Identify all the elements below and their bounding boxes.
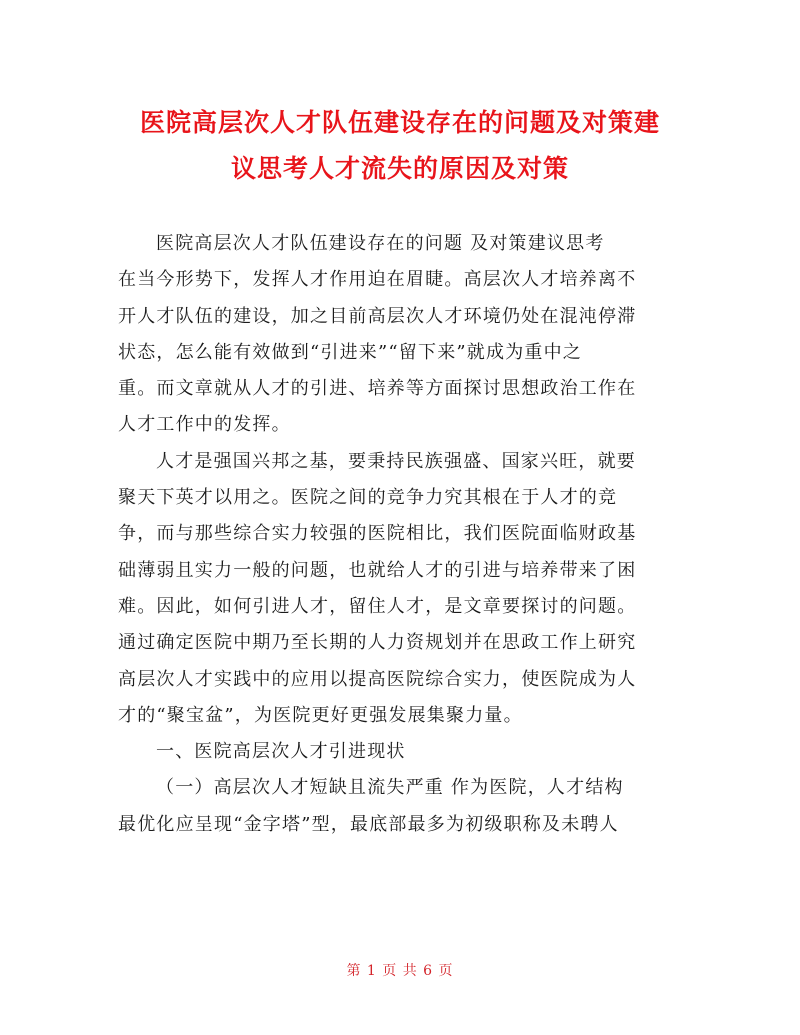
body-line: 人才是强国兴邦之基，要秉持民族强盛、国家兴旺，就要 bbox=[156, 450, 636, 472]
page-footer: 第 1 页 共 6 页 bbox=[346, 963, 454, 979]
body-line: 聚天下英才以用之。医院之间的竞争力究其根在于人才的竞 bbox=[118, 487, 618, 509]
body-line: 才的“聚宝盆”，为医院更好更强发展集聚力量。 bbox=[118, 704, 523, 726]
document-body bbox=[118, 226, 690, 843]
body-line: 高层次人才实践中的应用以提高医院综合实力，使医院成为人 bbox=[118, 668, 637, 690]
body-line: 人才工作中的发挥。 bbox=[118, 414, 291, 436]
body-line: 状态，怎么能有效做到“引进来”“留下来”就成为重中之 bbox=[118, 341, 583, 363]
body-line: 在当今形势下，发挥人才作用迫在眉睫。高层次人才培养离不 bbox=[118, 269, 637, 291]
body-line: 争，而与那些综合实力较强的医院相比，我们医院面临财政基 bbox=[118, 523, 637, 545]
body-line: 一、医院高层次人才引进现状 bbox=[156, 741, 406, 763]
title-line-2: 议思考人才流失的原因及对策 bbox=[230, 154, 569, 183]
body-line: 础薄弱且实力一般的问题，也就给人才的引进与培养带来了困 bbox=[118, 559, 637, 581]
title-line-1: 医院高层次人才队伍建设存在的问题及对策建 bbox=[139, 108, 660, 137]
document-title bbox=[0, 100, 800, 192]
body-line: 难。因此，如何引进人才，留住人才，是文章要探讨的问题。 bbox=[118, 595, 637, 617]
body-line: （一）高层次人才短缺且流失严重 作为医院，人才结构 bbox=[156, 777, 624, 799]
body-line: 重。而文章就从人才的引进、培养等方面探讨思想政治工作在 bbox=[118, 378, 637, 400]
body-line: 最优化应呈现“金字塔”型，最底部最多为初级职称及未聘人 bbox=[118, 813, 619, 835]
body-line: 通过确定医院中期乃至长期的人力资规划并在思政工作上研究 bbox=[118, 632, 637, 654]
body-line: 医院高层次人才队伍建设存在的问题 及对策建议思考 bbox=[156, 233, 605, 254]
body-line: 开人才队伍的建设，加之目前高层次人才环境仍处在混沌停滞 bbox=[118, 305, 637, 327]
